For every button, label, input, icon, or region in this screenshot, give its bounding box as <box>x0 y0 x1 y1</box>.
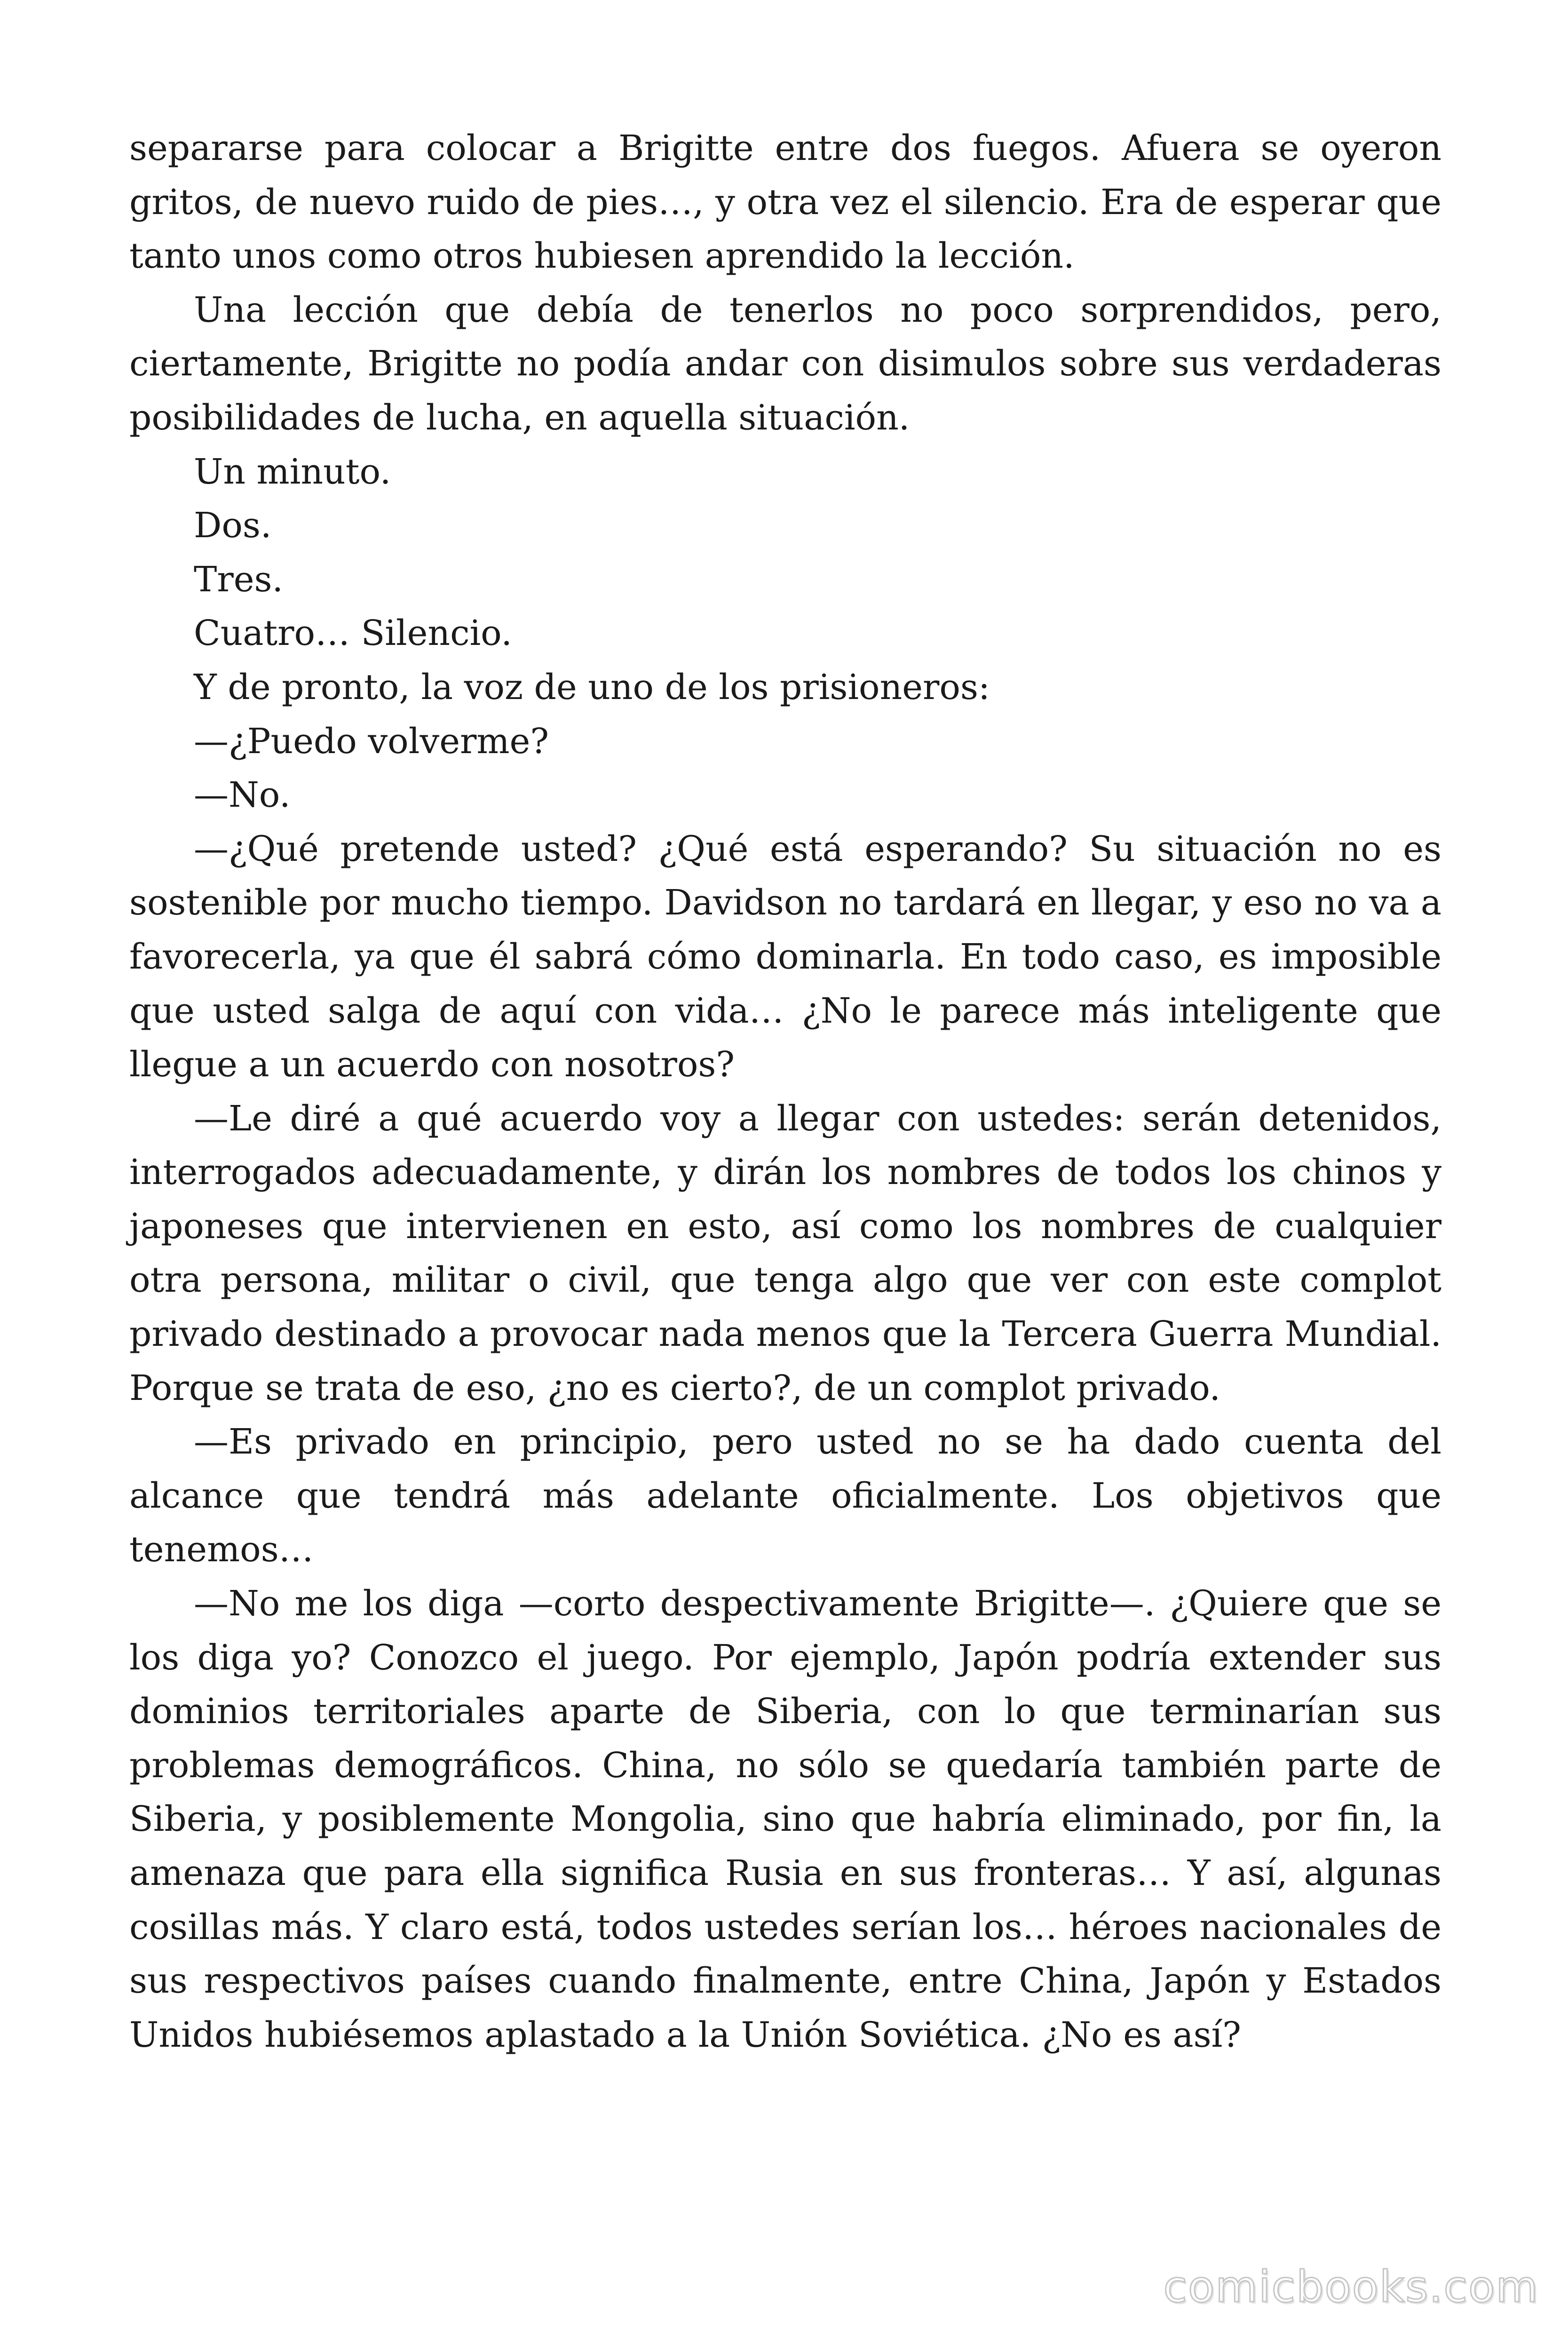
dialogue-line: —¿Qué pretende usted? ¿Qué está esperando? Su situación no es sostenible por mucho tiempo. Davidson no tardará en llegar, y eso no va a favorecerla, ya que él sabrá cómo dominarla. En todo caso, es imposible que usted salga de aquí con vida… ¿No le parece más inteligente que llegue a un acuerdo con nosotros? <box>129 828 1441 1085</box>
paragraph: Una lección que debía de tenerlos no poco sorprendidos, pero, ciertamente, Brigitte no podía andar con disimulos sobre sus verdaderas posibilidades de lucha, en aquella situación. <box>129 289 1441 438</box>
dialogue-line: —¿Puedo volverme? <box>194 721 549 762</box>
body-text <box>129 121 1441 2062</box>
paragraph: separarse para colocar a Brigitte entre dos fuegos. Afuera se oyeron gritos, de nuevo ruido de pies…, y otra vez el silencio. Era de esperar que tanto unos como otros hubiesen aprendido la lección. <box>129 128 1441 277</box>
dialogue-line: —No me los diga —corto despectivamente Brigitte—. ¿Quiere que se los diga yo? Conozco el juego. Por ejemplo, Japón podría extender sus dominios territoriales aparte de Siberia, con lo que terminarían sus problemas demográficos. China, no sólo se quedaría también parte de Siberia, y posiblemente Mongolia, sino que habría eliminado, por fin, la amenaza que para ella significa Rusia en sus fronteras… Y así, algunas cosillas más. Y claro está, todos ustedes serían los… héroes nacionales de sus respectivos países cuando finalmente, entre China, Japón y Estados Unidos hubiésemos aplastado a la Unión Soviética. ¿No es así? <box>129 1583 1441 2055</box>
paragraph: Y de pronto, la voz de uno de los prisioneros: <box>194 667 990 707</box>
paragraph: Tres. <box>194 559 284 600</box>
paragraph: Dos. <box>194 505 272 546</box>
dialogue-line: —No. <box>194 775 291 816</box>
dialogue-line: —Le diré a qué acuerdo voy a llegar con ustedes: serán detenidos, interrogados adecuadamente, y dirán los nombres de todos los chinos y japoneses que intervienen en esto, así como los nombres de cualquier otra persona, militar o civil, que tenga algo que ver con este complot privado destinado a provocar nada menos que la Tercera Guerra Mundial. Porque se trata de eso, ¿no es cierto?, de un complot privado. <box>129 1098 1441 1408</box>
site-watermark: comicbooks.com <box>1163 2262 1539 2312</box>
paragraph: Un minuto. <box>194 451 391 492</box>
dialogue-line: —Es privado en principio, pero usted no se ha dado cuenta del alcance que tendrá más adelante oficialmente. Los objetivos que tenemos… <box>129 1422 1441 1570</box>
paragraph: Cuatro… Silencio. <box>194 613 512 654</box>
